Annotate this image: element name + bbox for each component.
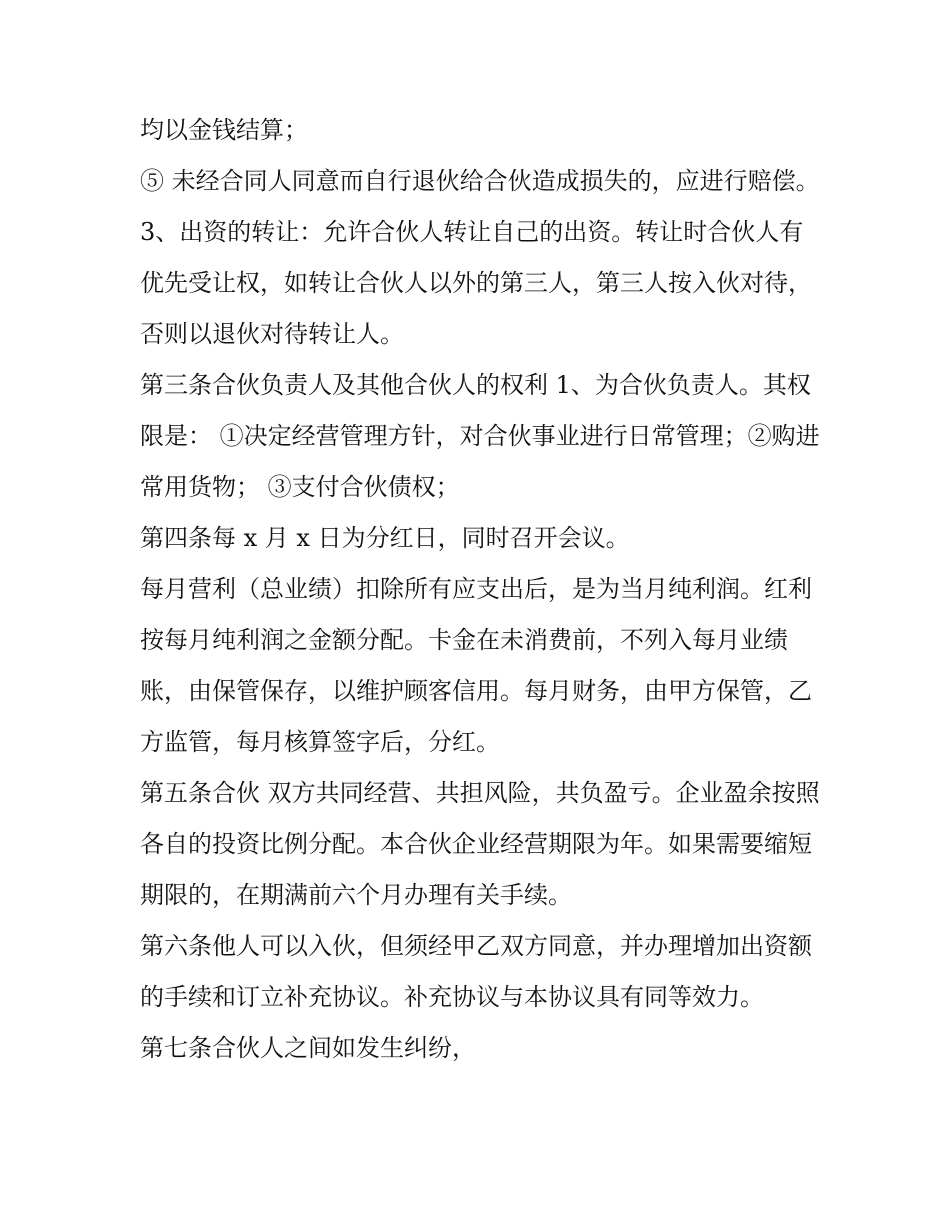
paragraph-article-6: 第六条他人可以入伙，但须经甲乙双方同意，并办理增加出资额的手续和订立补充协议。补充协议与本协议具有同等效力。 — [140, 932, 812, 1011]
paragraph-article-5: 第五条合伙 双方共同经营、共担风险，共负盈亏。企业盈余按照各自的投资比例分配。本合伙企业经营期限为年。如果需要缩短期限的，在期满前六个月办理有关手续。 — [140, 779, 820, 909]
paragraph-article-3: 第三条合伙负责人及其他合伙人的权利 1、为合伙负责人。其权限是： ①决定经营管理方针，对合伙事业进行日常管理；②购进常用货物； ③支付合伙债权； — [140, 371, 820, 501]
paragraph-capital-transfer: 3、出资的转让：允许合伙人转让自己的出资。转让时合伙人有优先受让权，如转让合伙人以外的第三人，第三人按入伙对待，否则以退伙对待转让人。 — [140, 218, 812, 348]
paragraph-profit-distribution: 每月营利（总业绩）扣除所有应支出后，是为当月纯利润。红利按每月纯利润之金额分配。卡金在未消费前，不列入每月业绩账，由保管保存，以维护顾客信用。每月财务，由甲方保管，乙方监管，每月核算签字后，分红。 — [140, 575, 812, 756]
document-body — [140, 105, 820, 1074]
paragraph-article-7: 第七条合伙人之间如发生纠纷， — [140, 1034, 476, 1062]
paragraph-article-4: 第四条每 x 月 x 日为分红日，同时召开会议。 — [140, 524, 630, 552]
paragraph-withdrawal-compensation: ⑤ 未经合同人同意而自行退伙给合伙造成损失的，应进行赔偿。 — [140, 167, 820, 195]
paragraph-settlement: 均以金钱结算； — [140, 116, 308, 144]
